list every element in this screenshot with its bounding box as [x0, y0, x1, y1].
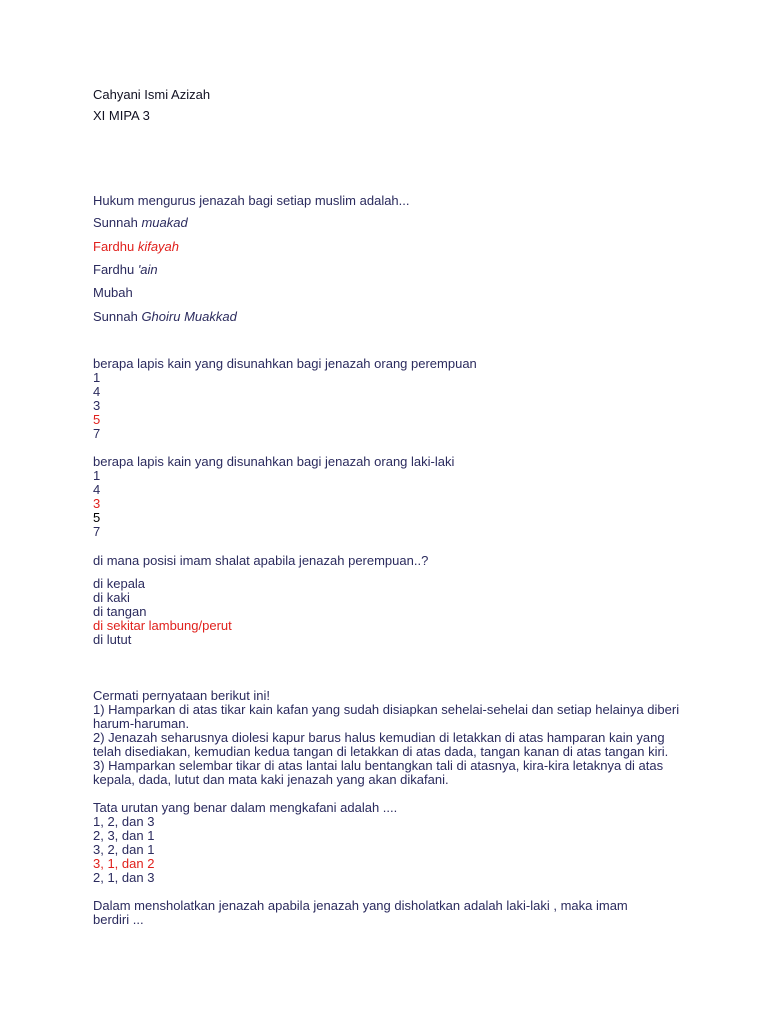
- q2-option-1: 1: [93, 370, 101, 385]
- q1-option-3: Fardhu 'ain: [93, 262, 158, 277]
- q3-option-4: 5: [93, 510, 101, 525]
- question-4-text: di mana posisi imam shalat apabila jenazah perempuan..?: [93, 553, 429, 568]
- q5-statement-line: telah disediakan, kemudian kedua tangan di letakkan di atas dada, tangan kanan di atas tangan kiri.: [93, 744, 669, 759]
- q5-option-2: 2, 3, dan 1: [93, 828, 155, 843]
- q3-option-2: 4: [93, 482, 101, 497]
- q5-intro: Cermati pernyataan berikut ini!: [93, 688, 271, 703]
- question-2-text: berapa lapis kain yang disunahkan bagi jenazah orang perempuan: [93, 356, 477, 371]
- q1-option-4: Mubah: [93, 285, 133, 300]
- question-1-text: Hukum mengurus jenazah bagi setiap muslim adalah...: [93, 193, 410, 208]
- q5-statement-line: 1) Hamparkan di atas tikar kain kafan yang sudah disiapkan sehelai-sehelai dan setiap helainya diberi: [93, 702, 680, 717]
- q2-option-4-answer: 5: [93, 412, 101, 427]
- question-3-text: berapa lapis kain yang disunahkan bagi jenazah orang laki-laki: [93, 454, 455, 469]
- question-6: [93, 899, 693, 927]
- q4-option-4-answer: di sekitar lambung/perut: [93, 618, 232, 633]
- q5-statement-line: 2) Jenazah seharusnya diolesi kapur barus halus kemudian di letakkan di atas hamparan kain yang: [93, 730, 665, 745]
- q5-option-1: 1, 2, dan 3: [93, 814, 155, 829]
- q1-option-1: Sunnah muakad: [93, 215, 188, 230]
- q5-statement-line: harum-haruman.: [93, 716, 190, 731]
- q4-option-5: di lutut: [93, 632, 132, 647]
- q4-option-2: di kaki: [93, 590, 130, 605]
- student-name: Cahyani Ismi Azizah: [93, 87, 211, 102]
- q5-option-3: 3, 2, dan 1: [93, 842, 155, 857]
- question-6-text-line: berdiri ...: [93, 912, 144, 927]
- student-class: XI MIPA 3: [93, 108, 150, 123]
- q2-option-3: 3: [93, 398, 101, 413]
- q5-statement-line: kepala, dada, lutut dan mata kaki jenazah yang akan dikafani.: [93, 772, 449, 787]
- q5-statement-line: 3) Hamparkan selembar tikar di atas lantai lalu bentangkan tali di atasnya, kira-kira letaknya di atas: [93, 758, 664, 773]
- question-4-options: [93, 577, 693, 647]
- question-6-text-line: Dalam mensholatkan jenazah apabila jenazah yang disholatkan adalah laki-laki , maka imam: [93, 898, 628, 913]
- question-5: [93, 801, 693, 885]
- q2-option-5: 7: [93, 426, 101, 441]
- q3-option-5: 7: [93, 524, 101, 539]
- q1-option-2-answer: Fardhu kifayah: [93, 239, 180, 254]
- question-5-statements: [93, 689, 693, 787]
- question-2: [93, 357, 693, 441]
- q3-option-3-answer: 3: [93, 496, 101, 511]
- q5-option-4-answer: 3, 1, dan 2: [93, 856, 155, 871]
- question-5-text: Tata urutan yang benar dalam mengkafani adalah ....: [93, 800, 398, 815]
- q5-option-5: 2, 1, dan 3: [93, 870, 155, 885]
- q2-option-2: 4: [93, 384, 101, 399]
- question-3: [93, 455, 693, 539]
- q3-option-1: 1: [93, 468, 101, 483]
- q4-option-1: di kepala: [93, 576, 146, 591]
- q1-option-5: Sunnah Ghoiru Muakkad: [93, 309, 237, 324]
- q4-option-3: di tangan: [93, 604, 147, 619]
